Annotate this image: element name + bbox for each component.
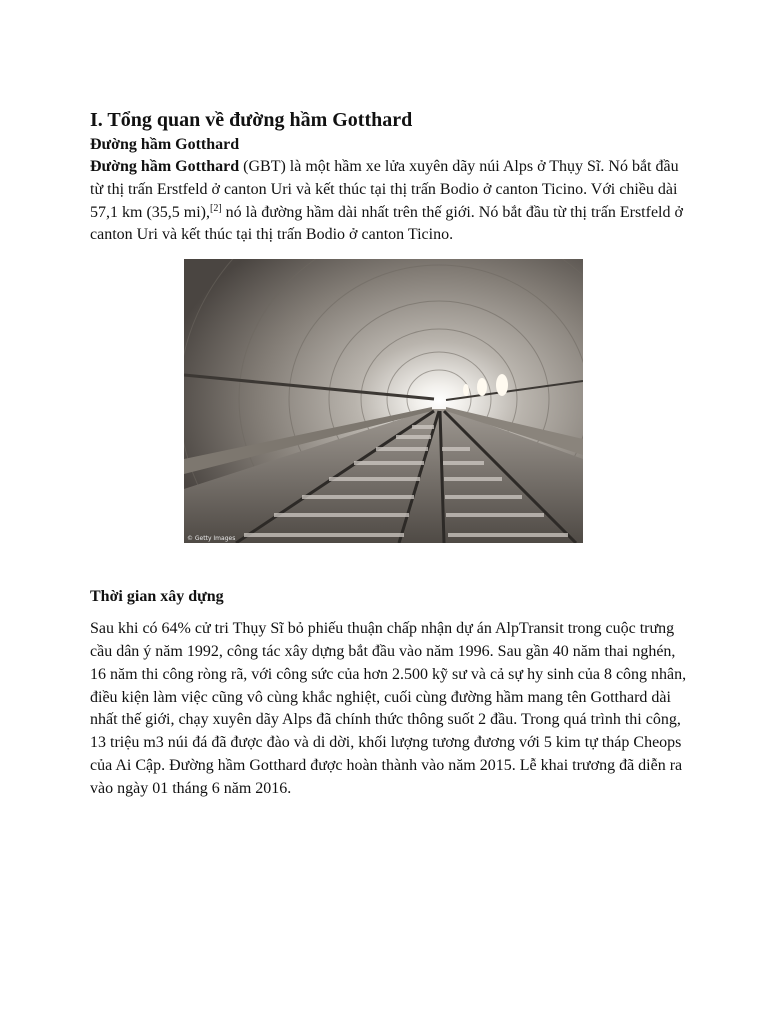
construction-paragraph: Sau khi có 64% cử tri Thụy Sĩ bỏ phiếu thuận chấp nhận dự án AlpTransit trong cuộc trưng cầu dân ý năm 1992, công tác xây dựng bắt đầu vào năm 1996. Sau gần 40 năm thai nghén, 16 năm thi công ròng rã, với công sức của hơn 2.500 kỹ sư và cả sự hy sinh của 8 công nhân, điều kiện làm việc cũng vô cùng khắc nghiệt, cuối cùng đường hầm mang tên Gotthard dài nhất thế giới, chạy xuyên dãy Alps đã chính thức thông suốt 2 đầu. Trong quá trình thi công, 13 triệu m3 núi đá đã được đào và di dời, khối lượng tương đương với 5 kim tự tháp Cheops của Ai Cập. Đường hầm Gotthard được hoàn thành vào năm 2015. Lễ khai trương đã diễn ra vào ngày 01 tháng 6 năm 2016. [90, 620, 687, 797]
photo-credit: © Getty Images [187, 535, 236, 543]
subheading: Đường hầm Gotthard [90, 136, 240, 153]
construction-section [90, 586, 690, 800]
section-heading: I. Tổng quan về đường hầm Gotthard [90, 109, 413, 131]
citation-link[interactable]: [2] [210, 202, 222, 214]
intro-text-part1: (GBT) là một hầm xe lửa xuyên dãy núi Alps ở Thụy Sĩ. Nó bắt đầu từ thị trấn Erstfeld ở canton Uri và kết thúc tại thị trấn Bodio ở canton Ticino. Với chiều dài 57,1 km (35,5 mi), [90, 158, 679, 221]
construction-heading: Thời gian xây dựng [90, 588, 224, 606]
railway-tunnel-photo [184, 259, 583, 543]
intro-text-part2: nó là đường hầm dài nhất trên thế giới. Nó bắt đầu từ thị trấn Erstfeld ở canton Uri và kết thúc tại thị trấn Bodio ở canton Ticino. [90, 203, 683, 244]
tunnel-illustration [184, 259, 583, 543]
intro-paragraph [90, 156, 690, 247]
intro-bold-lead: Đường hầm Gotthard [90, 158, 240, 175]
document-content [90, 106, 690, 801]
